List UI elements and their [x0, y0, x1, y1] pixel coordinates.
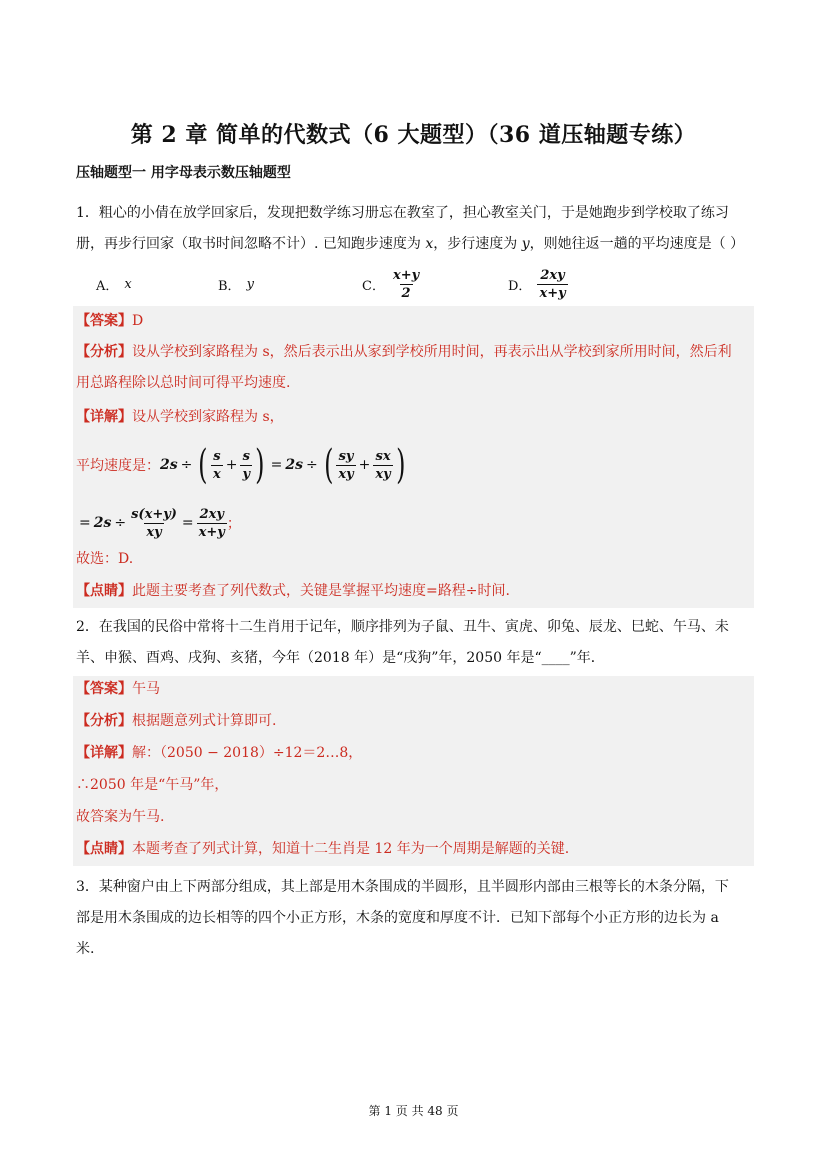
q1-formula-1: 平均速度是： 2s ÷ ( $\frac{s}{x}$ + $\frac{s}{y}$ ) = 2s ÷ ( $\frac{sy}{xy}$ + $\frac{sx}{xy}$ ) — [76, 442, 406, 488]
option-a[interactable]: A． x — [96, 276, 132, 294]
q2-answer: 【答案】午马 — [76, 681, 160, 697]
q2-detail-3: 故答案为午马. — [76, 809, 165, 825]
q1-formula-2: = 2s ÷ $\frac{s(x+y)}{xy}$ = $\frac{2xy}{x+y}$ ； — [79, 506, 241, 540]
question-3-text — [76, 872, 756, 965]
q1-conclusion: 故选：D. — [76, 551, 134, 567]
q2-analysis: 【分析】根据题意列式计算即可. — [76, 713, 277, 729]
question-3-line-3: 米. — [76, 941, 95, 957]
question-2-line-1: 2．在我国的民俗中常将十二生肖用于记年，顺序排列为子鼠、丑牛、寅虎、卯兔、辰龙、巳蛇、午马、未 — [76, 619, 729, 635]
q1-detail-1: 【详解】设从学校到家路程为 s， — [76, 409, 284, 425]
question-3-line-1: 3．某种窗户由上下两部分组成，其上部是用木条围成的半圆形，且半圆形内部由三根等长的木条分隔，下 — [76, 879, 729, 895]
fraction: $\frac{x+y}{2}$ — [392, 267, 420, 301]
option-d[interactable]: D． $\frac{2xy}{x+y}$ — [508, 267, 566, 301]
q1-analysis-2: 用总路程除以总时间可得平均速度. — [76, 375, 291, 391]
question-1-line-1: 1．粗心的小倩在放学回家后，发现把数学练习册忘在教室了，担心教室关门，于是她跑步到学校取了练习 — [76, 205, 729, 221]
question-2-text — [76, 612, 756, 674]
question-3-line-2: 部是用木条围成的边长相等的四个小正方形，木条的宽度和厚度不计．已知下部每个小正方形的边长为 a — [76, 910, 719, 926]
q2-detail-1: 【详解】解：（2050 − 2018）÷12＝2…8， — [76, 745, 363, 761]
option-c[interactable]: C． $\frac{x+y}{2}$ — [362, 267, 420, 301]
question-2-line-2: 羊、申猴、酉鸡、戌狗、亥猪，今年（2018 年）是“戌狗”年，2050 年是“____”年． — [76, 650, 605, 666]
q2-detail-2: ∴2050 年是“午马”年， — [76, 777, 229, 793]
q2-comment: 【点睛】本题考查了列式计算，知道十二生肖是 12 年为一个周期是解题的关键. — [76, 841, 570, 857]
q1-analysis-1: 【分析】设从学校到家路程为 s，然后表示出从家到学校所用时间，再表示出从学校到家所用时间，然后利 — [76, 344, 732, 360]
section-heading: 压轴题型一 用字母表示数压轴题型 — [76, 165, 291, 181]
option-b[interactable]: B． y — [218, 276, 254, 294]
fraction: $\frac{2xy}{x+y}$ — [539, 267, 566, 301]
q1-comment: 【点睛】此题主要考查了列代数式，关键是掌握平均速度=路程÷时间. — [76, 583, 510, 599]
q1-answer: 【答案】D — [76, 313, 144, 329]
question-1-options — [96, 262, 736, 306]
page-footer: 第 1 页 共 48 页 — [368, 1104, 459, 1118]
question-1-text — [76, 198, 756, 260]
question-1-line-2: 册，再步行回家（取书时间忽略不计）. 已知跑步速度为 x，步行速度为 y，则她往返一趟的平均速度是（ ） — [76, 236, 745, 252]
page-title: 第 2 章 简单的代数式（6 大题型）（36 道压轴题专练） — [130, 122, 697, 148]
